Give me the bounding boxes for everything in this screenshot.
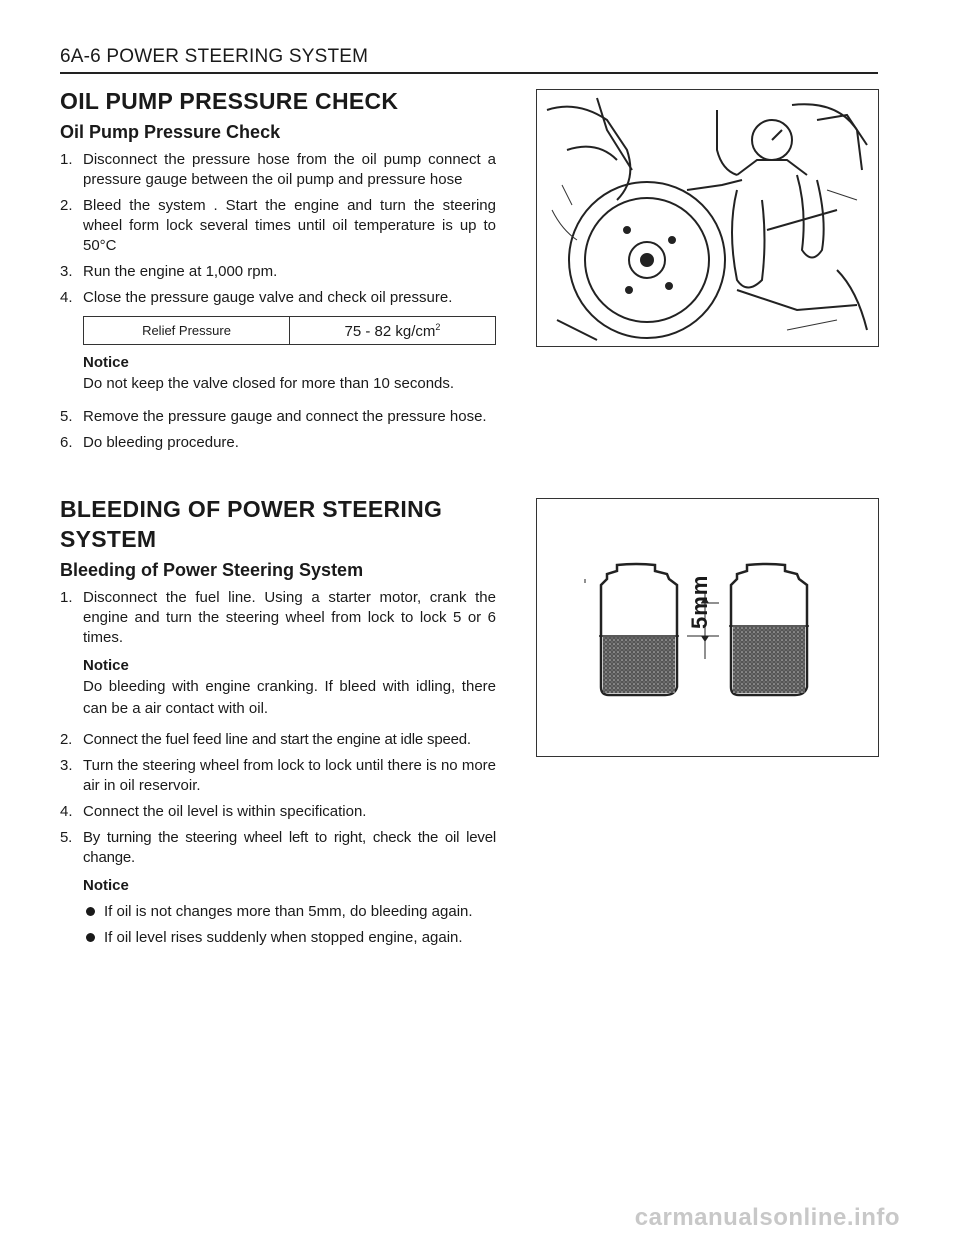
spec-label: Relief Pressure: [84, 317, 290, 345]
step-item: [60, 433, 496, 453]
step-item: [60, 288, 496, 308]
step-text: Bleed the system . Start the engine and turn the steering wheel form lock several times until oil temperature is up to 50°C: [83, 197, 496, 254]
section2-subtitle: Bleeding of Power Steering System: [60, 560, 364, 580]
step-item: [60, 407, 496, 427]
step-item: [60, 196, 496, 256]
step-item: [60, 756, 496, 796]
step-number: 3.: [60, 757, 73, 774]
step-item: [60, 802, 496, 822]
spec-value: [290, 317, 496, 345]
notice-text: Do bleeding with engine cranking. If bleed with idling, there can be a air contact with oil.: [83, 678, 496, 717]
step-text: Close the pressure gauge valve and check oil pressure.: [83, 289, 453, 306]
notice-text: Do not keep the valve closed for more than 10 seconds.: [83, 375, 455, 392]
step-number: 2.: [60, 197, 73, 214]
section1-title: OIL PUMP PRESSURE CHECK: [60, 88, 399, 114]
section-bleeding: [60, 494, 496, 948]
notice-heading: Notice: [83, 877, 129, 894]
notice-bullet: [60, 928, 496, 948]
watermark: carmanualsonline.info: [634, 1204, 900, 1231]
notice-heading: Notice: [83, 354, 129, 371]
step-number: 5.: [60, 408, 73, 425]
step-text: By turning the steering wheel left to right, check the oil level change.: [83, 829, 496, 866]
step-text: Connect the oil level is within specification.: [83, 803, 367, 820]
bullet-text: If oil is not changes more than 5mm, do bleeding again.: [104, 903, 473, 920]
step-text: Connect the fuel feed line and start the engine at idle speed.: [83, 731, 471, 748]
step-item: [60, 588, 496, 648]
bullet-text: If oil level rises suddenly when stopped engine, again.: [104, 929, 463, 946]
step-text: Disconnect the fuel line. Using a starter motor, crank the engine and turn the steering wheel from lock to lock 5 or 6 times.: [83, 589, 496, 646]
step-number: 4.: [60, 803, 73, 820]
step-number: 1.: [60, 151, 73, 168]
step-number: 6.: [60, 434, 73, 451]
bullet-icon: [86, 907, 95, 916]
step-item: [60, 262, 496, 282]
page-header: 6A-6 POWER STEERING SYSTEM: [60, 46, 369, 67]
step-text: Do bleeding procedure.: [83, 434, 239, 451]
notice-heading: Notice: [83, 657, 129, 674]
notice-bullet: [60, 902, 496, 922]
step-item: [60, 150, 496, 190]
step-item: [60, 730, 496, 750]
section1-subtitle: Oil Pump Pressure Check: [60, 122, 281, 142]
spec-unit-superscript: 2: [435, 321, 441, 332]
section2-title-line2: SYSTEM: [60, 526, 157, 552]
step-number: 3.: [60, 263, 73, 280]
engine-gauge-drawing: [537, 90, 878, 346]
step-number: 4.: [60, 289, 73, 306]
header-rule: [60, 72, 878, 74]
step-text: Disconnect the pressure hose from the oil pump connect a pressure gauge between the oil pump and pressure hose: [83, 151, 496, 188]
relief-pressure-table: [83, 316, 496, 345]
section2-title-line1: BLEEDING OF POWER STEERING: [60, 496, 443, 522]
pressure-gauge-illustration: [536, 89, 879, 347]
step-text: Remove the pressure gauge and connect the pressure hose.: [83, 408, 487, 425]
spec-value-text: 75 - 82 kg/cm: [344, 322, 436, 340]
reservoir-level-illustration: [536, 498, 879, 757]
section-oil-pump-pressure: [60, 86, 496, 459]
step-item: [60, 828, 496, 868]
step-number: 5.: [60, 829, 73, 846]
dimension-label: 5mm: [687, 574, 712, 629]
bullet-icon: [86, 933, 95, 942]
step-text: Turn the steering wheel from lock to lock until there is no more air in oil reservoir.: [83, 757, 496, 794]
step-number: 1.: [60, 589, 73, 606]
step-text: Run the engine at 1,000 rpm.: [83, 263, 278, 280]
step-number: 2.: [60, 731, 73, 748]
